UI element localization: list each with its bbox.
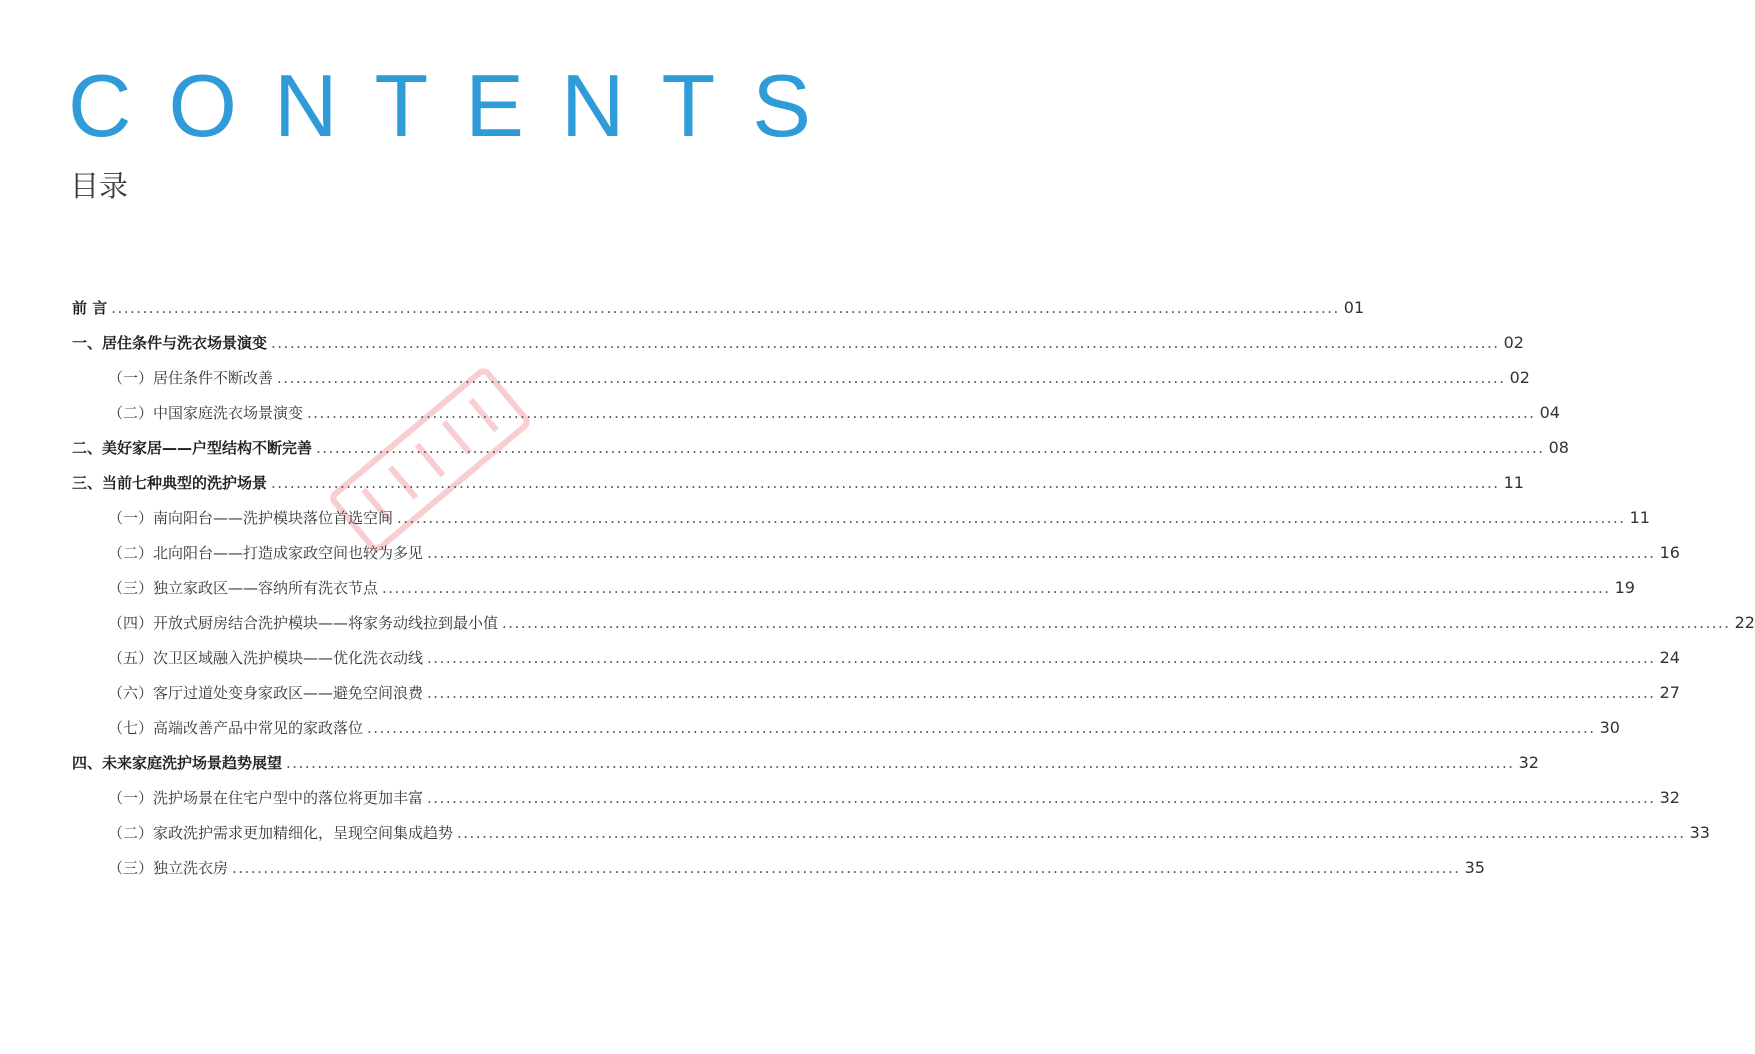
toc-dot-leader [427,641,1656,676]
toc-entry-title: 四、未来家庭洗护场景趋势展望 [72,754,283,772]
toc-dot-leader [367,711,1596,746]
toc-entry-title: （一）洗护场景在住宅户型中的落位将更加丰富 [108,789,424,807]
table-of-contents [72,290,1755,885]
toc-entry-title: 一、居住条件与洗衣场景演变 [72,334,268,352]
toc-page-number: 19 [1614,578,1635,597]
toc-entry-title: （七）高端改善产品中常见的家政落位 [108,719,364,737]
toc-entry[interactable] [72,535,1680,570]
toc-dot-leader [316,431,1545,466]
toc-dot-leader [277,361,1506,396]
toc-entry-title: （二）中国家庭洗衣场景演变 [108,404,304,422]
toc-entry[interactable] [72,675,1680,710]
toc-page-number: 04 [1539,403,1560,422]
toc-page-number: 30 [1599,718,1620,737]
toc-entry[interactable] [72,710,1620,745]
toc-page-number: 35 [1464,858,1485,877]
toc-entry[interactable] [72,815,1710,850]
toc-page-number: 24 [1659,648,1680,667]
toc-page-number: 22 [1734,613,1755,632]
toc-page-number: 27 [1659,683,1680,702]
toc-dot-leader [307,396,1536,431]
toc-entry[interactable] [72,780,1680,815]
toc-dot-leader [427,781,1656,816]
toc-entry[interactable] [72,325,1524,360]
toc-entry-title: 二、美好家居——户型结构不断完善 [72,439,313,457]
toc-page-number: 01 [1343,298,1365,317]
toc-entry-title: （二）家政洗护需求更加精细化，呈现空间集成趋势 [108,824,454,842]
toc-page-number: 16 [1659,543,1680,562]
toc-entry[interactable] [72,745,1539,780]
toc-entry-title: （一）南向阳台——洗护模块落位首选空间 [108,509,394,527]
toc-page-number: 08 [1548,438,1569,457]
toc-page-number: 02 [1509,368,1530,387]
toc-entry[interactable] [72,360,1530,395]
toc-dot-leader [397,501,1626,536]
toc-dot-leader [286,746,1515,781]
toc-page-number: 02 [1503,333,1524,352]
toc-dot-leader [232,851,1461,886]
toc-entry[interactable] [72,430,1569,465]
toc-entry-title: 前 言 [72,299,108,317]
toc-dot-leader [427,676,1656,711]
toc-page-number: 32 [1518,753,1539,772]
toc-dot-leader [457,816,1686,851]
toc-entry[interactable] [72,465,1524,500]
toc-entry-title: （五）次卫区域融入洗护模块——优化洗衣动线 [108,649,424,667]
toc-entry-title: （六）客厅过道处变身家政区——避免空间浪费 [108,684,424,702]
toc-entry-title: （四）开放式厨房结合洗护模块——将家务动线拉到最小值 [108,614,499,632]
toc-dot-leader [271,466,1500,501]
toc-entry[interactable] [72,395,1560,430]
toc-entry[interactable] [72,850,1485,885]
toc-entry-title: （三）独立家政区——容纳所有洗衣节点 [108,579,379,597]
toc-subheading: 目录 [70,169,129,203]
toc-entry[interactable] [72,570,1635,605]
toc-page-number: 32 [1659,788,1680,807]
toc-page-number: 11 [1629,508,1650,527]
toc-page-number: 11 [1503,473,1524,492]
toc-entry[interactable] [72,640,1680,675]
toc-dot-leader [111,291,1340,326]
toc-entry[interactable] [72,605,1755,640]
toc-entry[interactable] [72,290,1365,325]
toc-entry[interactable] [72,500,1650,535]
toc-page-number: 33 [1689,823,1710,842]
toc-entry-title: （一）居住条件不断改善 [108,369,274,387]
toc-dot-leader [502,606,1731,641]
toc-entry-title: 三、当前七种典型的洗护场景 [72,474,268,492]
toc-dot-leader [271,326,1500,361]
toc-entry-title: （三）独立洗衣房 [108,859,229,877]
toc-entry-title: （二）北向阳台——打造成家政空间也较为多见 [108,544,424,562]
contents-heading: CONTENTS [68,56,848,155]
toc-dot-leader [427,536,1656,571]
toc-dot-leader [382,571,1611,606]
